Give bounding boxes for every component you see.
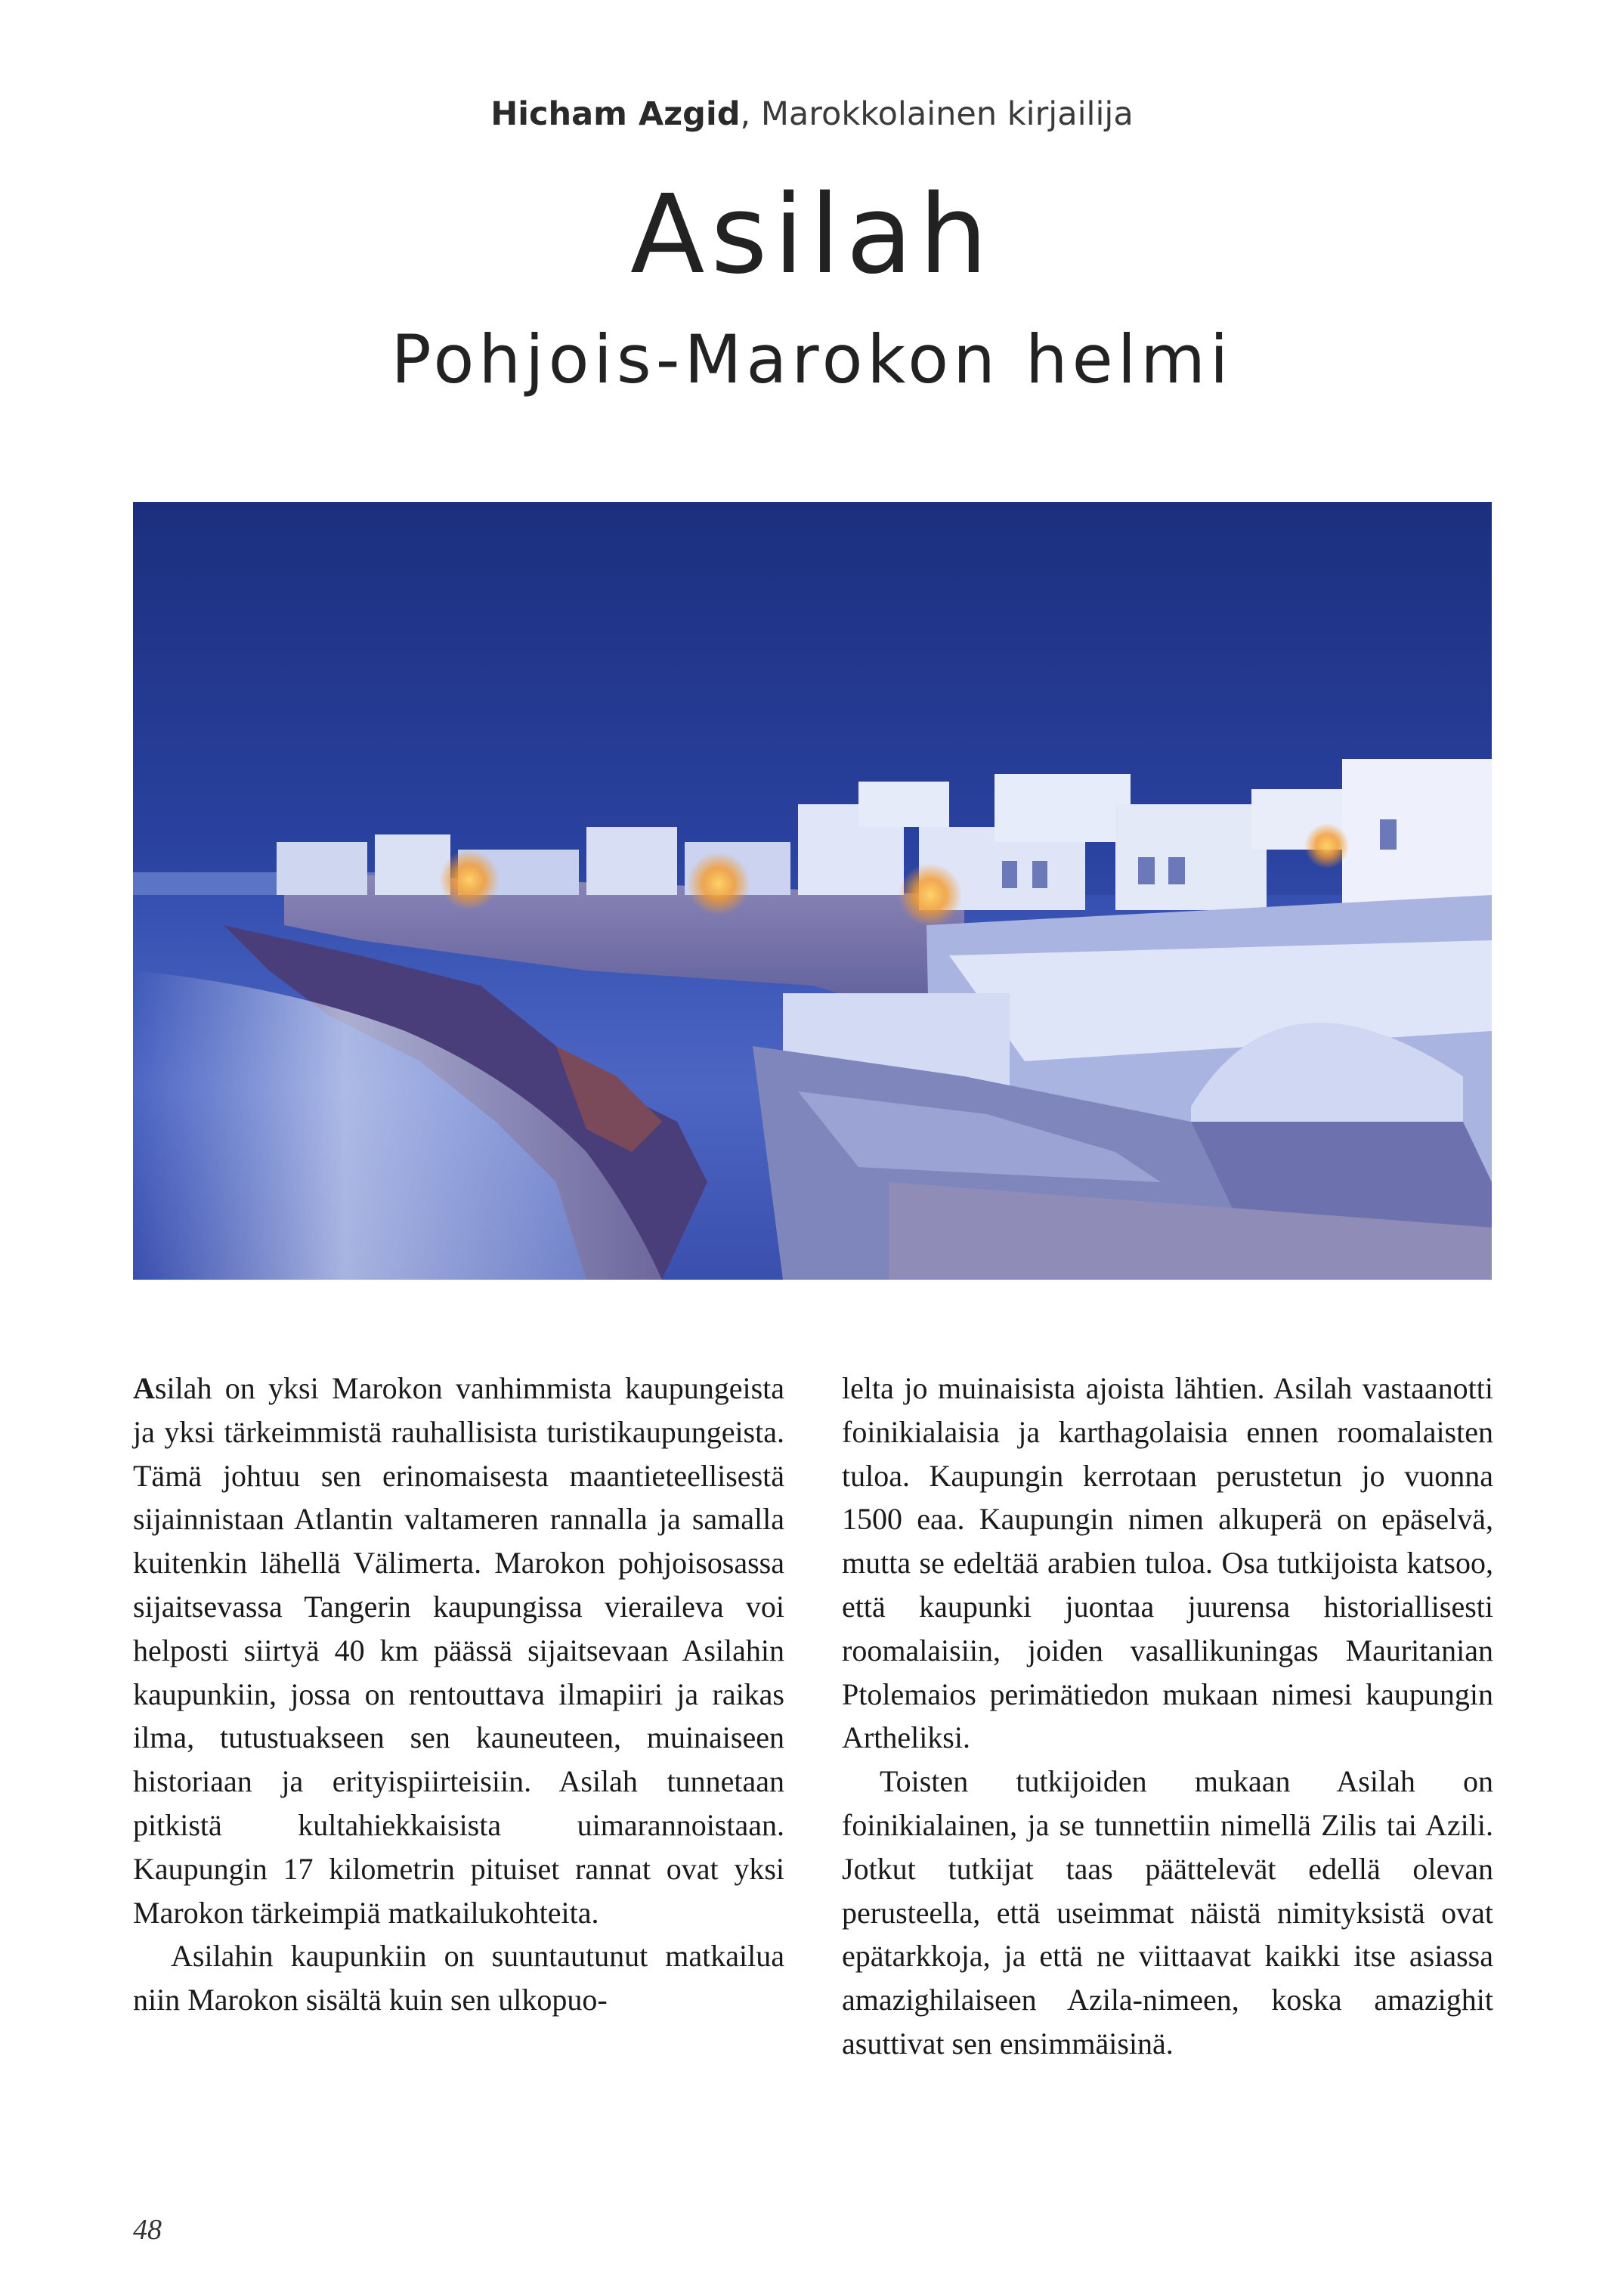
author-role: , Marokkolainen kirjailija: [740, 95, 1134, 133]
article-title: Asilah: [629, 171, 995, 298]
page-number: 48: [133, 2214, 162, 2246]
paragraph: Asilah on yksi Marokon vanhimmista kaupungeista ja yksi tärkeimmistä rauhallisista turistikaupungeista. Tämä johtuu sen erinomaisesta maantieteellisestä sijainnistaan Atlantin valtameren rannalla ja samalla kuitenkin lähellä Välimerta. Marokon pohjoisosassa sijaitsevassa Tangerin kaupungissa vieraileva voi helposti siirtyä 40 km päässä sijaitsevaan Asilahin kaupunkiin, jossa on rentouttava ilmapiiri ja raikas ilma, tutustuakseen sen kauneuteen, muinaiseen historiaan ja erityispiirteisiin. Asilah tunnetaan pitkistä kultahiekkaisista uimarannoistaan. Kaupungin 17 kilometrin pituiset rannat ovat yksi Marokon tärkeimpiä matkailukohteita.: [133, 1371, 784, 1930]
article-subtitle: Pohjois-Marokon helmi: [391, 320, 1233, 398]
author-name: Hicham Azgid: [490, 95, 741, 133]
byline: [0, 95, 1624, 133]
paragraph: lelta jo muinaisista ajoista lähtien. Asilah vastaanotti foinikialaisia ja karthagolaisia ennen roomalaisten tuloa. Kaupungin kerrotaan perustetun jo vuonna 1500 eaa. Kaupungin nimen alkuperä on epäselvä, mutta se edeltää arabien tuloa. Osa tutkijoista katsoo, että kaupunki juontaa juurensa historiallisesti roomalaisiin, joiden vasallikuningas Mauritanian Ptolemaios perimätiedon mukaan nimesi kaupungin Artheliksi.: [842, 1371, 1493, 1755]
asilah-photo: [133, 502, 1492, 1280]
text-column-right: [842, 1367, 1493, 2066]
paragraph: Toisten tutkijoiden mukaan Asilah on foinikialainen, ja se tunnettiin nimellä Zilis tai Azili. Jotkut tutkijat taas päättelevät edellä olevan perusteella, että useimmat näistä nimityksistä ovat epätarkkoja, ja että ne viittaavat kaikki itse asiassa amazighilaiseen Azila-nimeen, koska amazighit asuttivat sen ensimmäisinä.: [842, 1764, 1493, 2061]
paragraph: Asilahin kaupunkiin on suuntautunut matkailua niin Marokon sisältä kuin sen ulkopuo-: [133, 1939, 784, 2017]
text-column-left: [133, 1367, 784, 2022]
